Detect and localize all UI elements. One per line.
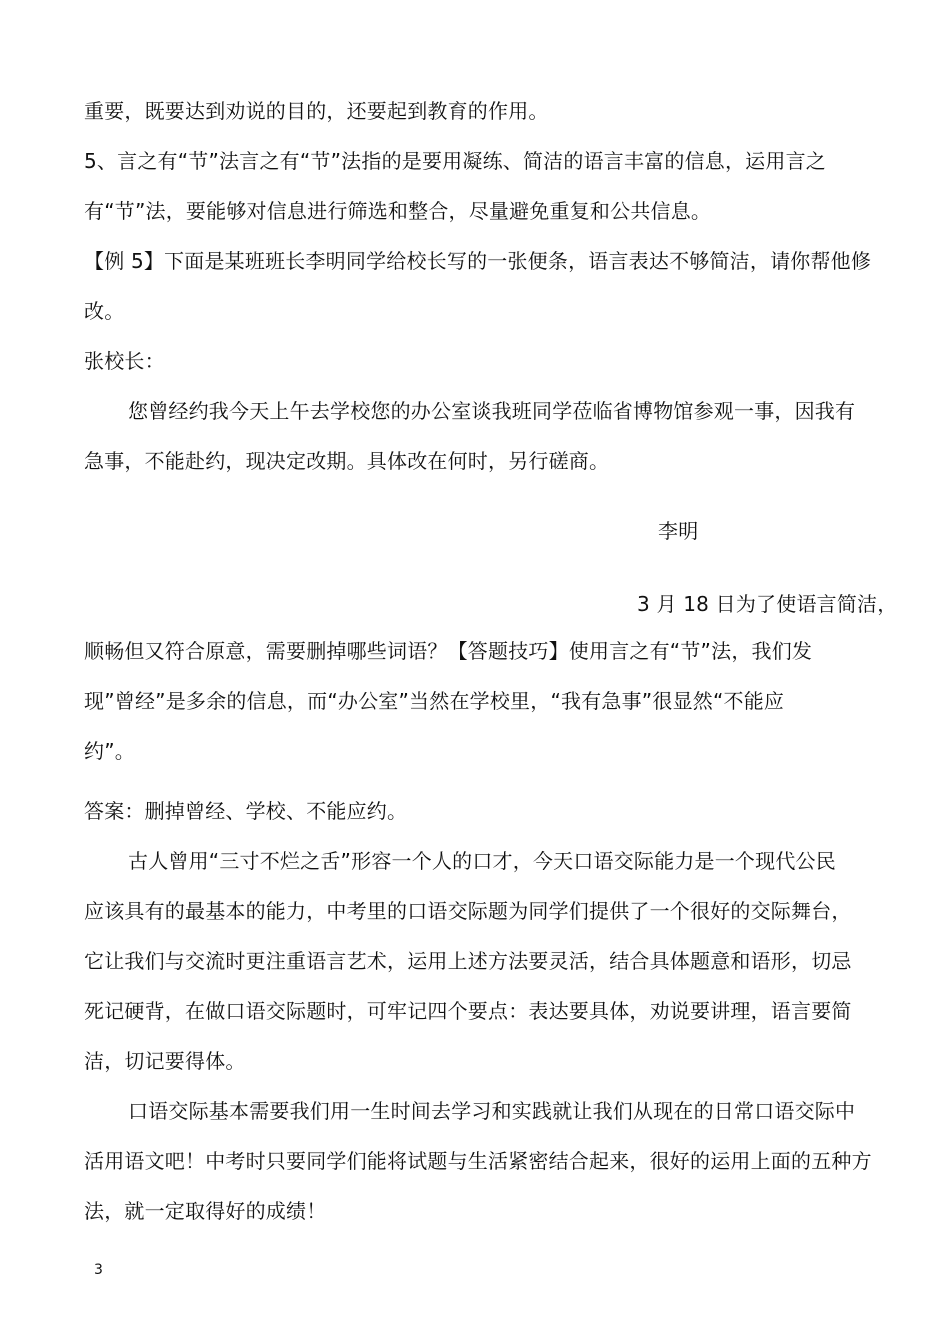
note-salutation: 张校长： bbox=[84, 349, 165, 373]
text-line: 活用语文吧！中考时只要同学们能将试题与生活紧密结合起来，很好的运用上面的五种方 bbox=[84, 1149, 872, 1173]
text-line: 改。 bbox=[84, 299, 125, 323]
text-line: 它让我们与交流时更注重语言艺术，运用上述方法要灵活，结合具体题意和语形，切忌 bbox=[84, 949, 852, 973]
text-line: 古人曾用“三寸不烂之舌”形容一个人的口才，今天口语交际能力是一个现代公民 bbox=[128, 849, 836, 873]
text-line: 现”曾经”是多余的信息，而“办公室”当然在学校里，“我有急事”很显然“不能应 bbox=[84, 689, 785, 713]
note-date: 3 月 18 日为了使语言简洁， bbox=[637, 592, 898, 616]
note-body: 您曾经约我今天上午去学校您的办公室谈我班同学莅临省博物馆参观一事，因我有 bbox=[128, 399, 856, 423]
page-number: 3 bbox=[94, 1262, 103, 1278]
text-line: 顺畅但又符合原意，需要删掉哪些词语？【答题技巧】使用言之有“节”法，我们发 bbox=[84, 639, 813, 663]
answer-line: 答案：删掉曾经、学校、不能应约。 bbox=[84, 799, 408, 823]
text-line: 应该具有的最基本的能力，中考里的口语交际题为同学们提供了一个很好的交际舞台， bbox=[84, 899, 852, 923]
text-line: 重要，既要达到劝说的目的，还要起到教育的作用。 bbox=[84, 99, 549, 123]
example-heading: 【例 5】下面是某班班长李明同学给校长写的一张便条，语言表达不够简洁，请你帮他修 bbox=[84, 249, 872, 273]
text-line: 洁，切记要得体。 bbox=[84, 1049, 246, 1073]
text-line: 口语交际基本需要我们用一生时间去学习和实践就让我们从现在的日常口语交际中 bbox=[128, 1099, 856, 1123]
text-line: 有“节”法，要能够对信息进行筛选和整合，尽量避免重复和公共信息。 bbox=[84, 199, 712, 223]
text-line: 死记硬背，在做口语交际题时，可牢记四个要点：表达要具体，劝说要讲理，语言要简 bbox=[84, 999, 852, 1023]
note-signature: 李明 bbox=[658, 519, 699, 543]
text-line: 5、言之有“节”法言之有“节”法指的是要用凝练、简洁的语言丰富的信息，运用言之 bbox=[84, 149, 826, 173]
note-body: 急事，不能赴约，现决定改期。具体改在何时，另行磋商。 bbox=[84, 449, 610, 473]
text-line: 法，就一定取得好的成绩！ bbox=[84, 1199, 327, 1223]
text-line: 约”。 bbox=[84, 739, 135, 763]
